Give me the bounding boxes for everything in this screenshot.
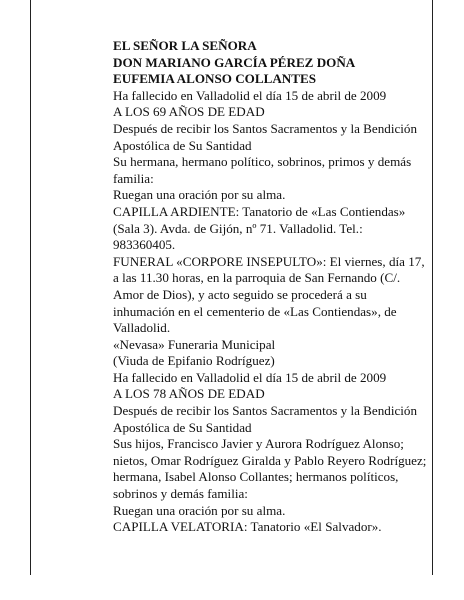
chapel-info: CAPILLA ARDIENTE: Tanatorio de «Las Contiendas» (Sala 3). Avda. de Gijón, nº 71. Valladolid. Tel.: 983360405. (113, 203, 406, 253)
age-statement: A LOS 69 AÑOS DE EDAD (113, 104, 265, 120)
widow-line: (Viuda de Epifanio Rodríguez) (113, 353, 275, 369)
death-statement: Ha fallecido en Valladolid el día 15 de abril de 2009 (113, 87, 387, 103)
prayer-request-2: Ruegan una oración por su alma. (113, 502, 286, 518)
family-statement: Su hermana, hermano político, sobrinos, primos y demás familia: (113, 154, 412, 186)
age-statement-2: A LOS 78 AÑOS DE EDAD (113, 386, 265, 402)
funeral-home: «Nevasa» Funeraria Municipal (113, 336, 276, 352)
sacraments-statement: Después de recibir los Santos Sacramentos y la Bendición Apostólica de Su Santidad (113, 120, 417, 153)
header-line-2: DON MARIANO GARCÍA PÉREZ DOÑA (113, 54, 356, 70)
family-statement-2: Sus hijos, Francisco Javier y Aurora Rodríguez Alonso; nietos, Omar Rodríguez Giralda y Pablo Reyero Rodríguez; hermana, Isabel Alonso Collantes; hermanos políticos, sobrinos y demás familia: (113, 436, 427, 502)
obituary-column (113, 38, 427, 536)
header-line-3: EUFEMIA ALONSO COLLANTES (113, 71, 316, 87)
funeral-info: FUNERAL «CORPORE INSEPULTO»: El viernes, día 17, a las 11.30 horas, en la parroquia de San Fernando (C/. Amor de Dios), y acto seguido se procederá a su inhumación en el cementerio de «Las Contiendas», de Valladolid. (113, 253, 425, 336)
prayer-request: Ruegan una oración por su alma. (113, 187, 286, 203)
header-line-1: EL SEÑOR LA SEÑORA (113, 38, 257, 53)
death-statement-2: Ha fallecido en Valladolid el día 15 de abril de 2009 (113, 369, 387, 385)
chapel-info-2: CAPILLA VELATORIA: Tanatorio «El Salvador». (113, 519, 382, 535)
sacraments-statement-2: Después de recibir los Santos Sacramentos y la Bendición Apostólica de Su Santidad (113, 403, 417, 435)
